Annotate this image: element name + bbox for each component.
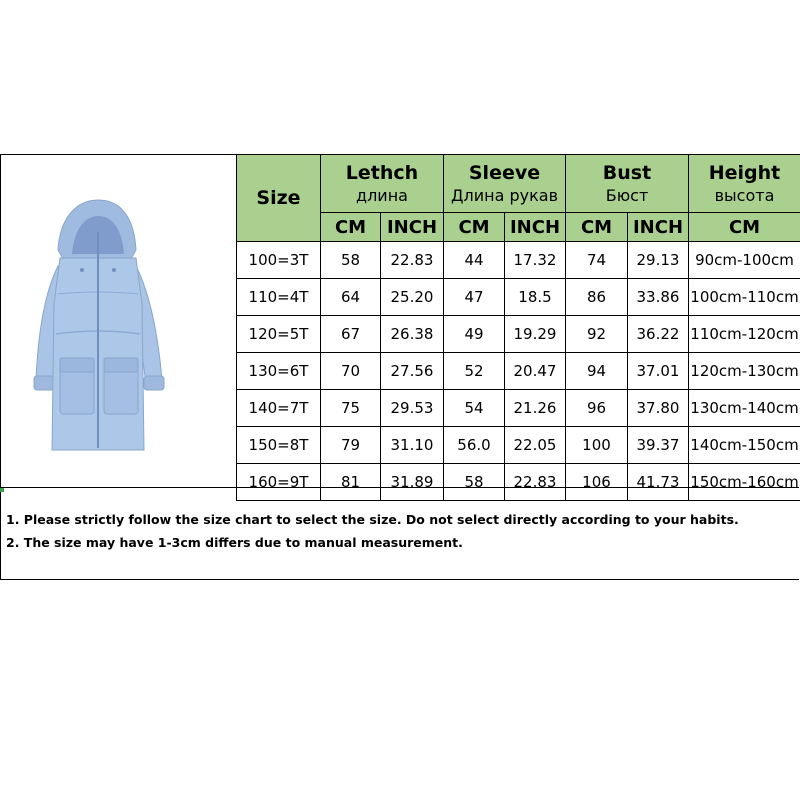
value-cell: 70 xyxy=(321,353,381,390)
value-cell: 44 xyxy=(444,242,505,279)
table-row xyxy=(237,279,800,316)
value-cell: 31.89 xyxy=(381,464,444,501)
value-cell: 67 xyxy=(321,316,381,353)
value-cell: 37.80 xyxy=(628,390,689,427)
height-header: Height высота xyxy=(689,155,800,213)
value-cell: 49 xyxy=(444,316,505,353)
value-cell: 94 xyxy=(566,353,628,390)
value-cell: 18.5 xyxy=(505,279,566,316)
value-cell: 74 xyxy=(566,242,628,279)
value-cell: 56.0 xyxy=(444,427,505,464)
value-cell: 100 xyxy=(566,427,628,464)
value-cell: 64 xyxy=(321,279,381,316)
value-cell: 25.20 xyxy=(381,279,444,316)
note-2: 2. The size may have 1-3cm differs due to manual measurement. xyxy=(6,535,463,550)
size-chart-table xyxy=(236,154,800,501)
value-cell: 54 xyxy=(444,390,505,427)
table-row xyxy=(237,316,800,353)
value-cell: 150cm-160cm xyxy=(689,464,800,501)
table-row xyxy=(237,427,800,464)
corner-mark xyxy=(0,488,4,492)
value-cell: 130cm-140cm xyxy=(689,390,800,427)
value-cell: 33.86 xyxy=(628,279,689,316)
value-cell: 110cm-120cm xyxy=(689,316,800,353)
value-cell: 27.56 xyxy=(381,353,444,390)
notes-box xyxy=(0,488,799,580)
value-cell: 20.47 xyxy=(505,353,566,390)
size-cell: 150=8T xyxy=(237,427,321,464)
value-cell: 21.26 xyxy=(505,390,566,427)
jacket-photo xyxy=(0,154,236,488)
value-cell: 31.10 xyxy=(381,427,444,464)
unit-cell: INCH xyxy=(505,213,566,242)
unit-cell: CM xyxy=(444,213,505,242)
value-cell: 41.73 xyxy=(628,464,689,501)
value-cell: 79 xyxy=(321,427,381,464)
value-cell: 37.01 xyxy=(628,353,689,390)
value-cell: 22.83 xyxy=(505,464,566,501)
sleeve-header: Sleeve Длина рукав xyxy=(444,155,566,213)
value-cell: 17.32 xyxy=(505,242,566,279)
value-cell: 92 xyxy=(566,316,628,353)
value-cell: 140cm-150cm xyxy=(689,427,800,464)
table-row xyxy=(237,353,800,390)
value-cell: 100cm-110cm xyxy=(689,279,800,316)
unit-cell: INCH xyxy=(381,213,444,242)
unit-row xyxy=(237,213,800,242)
value-cell: 19.29 xyxy=(505,316,566,353)
header-row xyxy=(237,155,800,213)
length-header: Lethch длина xyxy=(321,155,444,213)
value-cell: 22.83 xyxy=(381,242,444,279)
note-1: 1. Please strictly follow the size chart to select the size. Do not select directly according to your habits. xyxy=(6,512,739,527)
value-cell: 81 xyxy=(321,464,381,501)
value-cell: 58 xyxy=(444,464,505,501)
value-cell: 29.13 xyxy=(628,242,689,279)
size-cell: 100=3T xyxy=(237,242,321,279)
value-cell: 86 xyxy=(566,279,628,316)
value-cell: 39.37 xyxy=(628,427,689,464)
bust-header: Bust Бюст xyxy=(566,155,689,213)
value-cell: 96 xyxy=(566,390,628,427)
value-cell: 47 xyxy=(444,279,505,316)
value-cell: 58 xyxy=(321,242,381,279)
size-cell: 120=5T xyxy=(237,316,321,353)
size-header: Size xyxy=(237,155,321,242)
unit-cell: CM xyxy=(689,213,800,242)
value-cell: 36.22 xyxy=(628,316,689,353)
value-cell: 29.53 xyxy=(381,390,444,427)
table-row xyxy=(237,242,800,279)
value-cell: 120cm-130cm xyxy=(689,353,800,390)
unit-cell: CM xyxy=(321,213,381,242)
value-cell: 52 xyxy=(444,353,505,390)
value-cell: 75 xyxy=(321,390,381,427)
size-cell: 140=7T xyxy=(237,390,321,427)
value-cell: 106 xyxy=(566,464,628,501)
value-cell: 26.38 xyxy=(381,316,444,353)
value-cell: 22.05 xyxy=(505,427,566,464)
size-cell: 110=4T xyxy=(237,279,321,316)
table-row xyxy=(237,390,800,427)
unit-cell: CM xyxy=(566,213,628,242)
value-cell: 90cm-100cm xyxy=(689,242,800,279)
unit-cell: INCH xyxy=(628,213,689,242)
size-cell: 130=6T xyxy=(237,353,321,390)
size-cell: 160=9T xyxy=(237,464,321,501)
